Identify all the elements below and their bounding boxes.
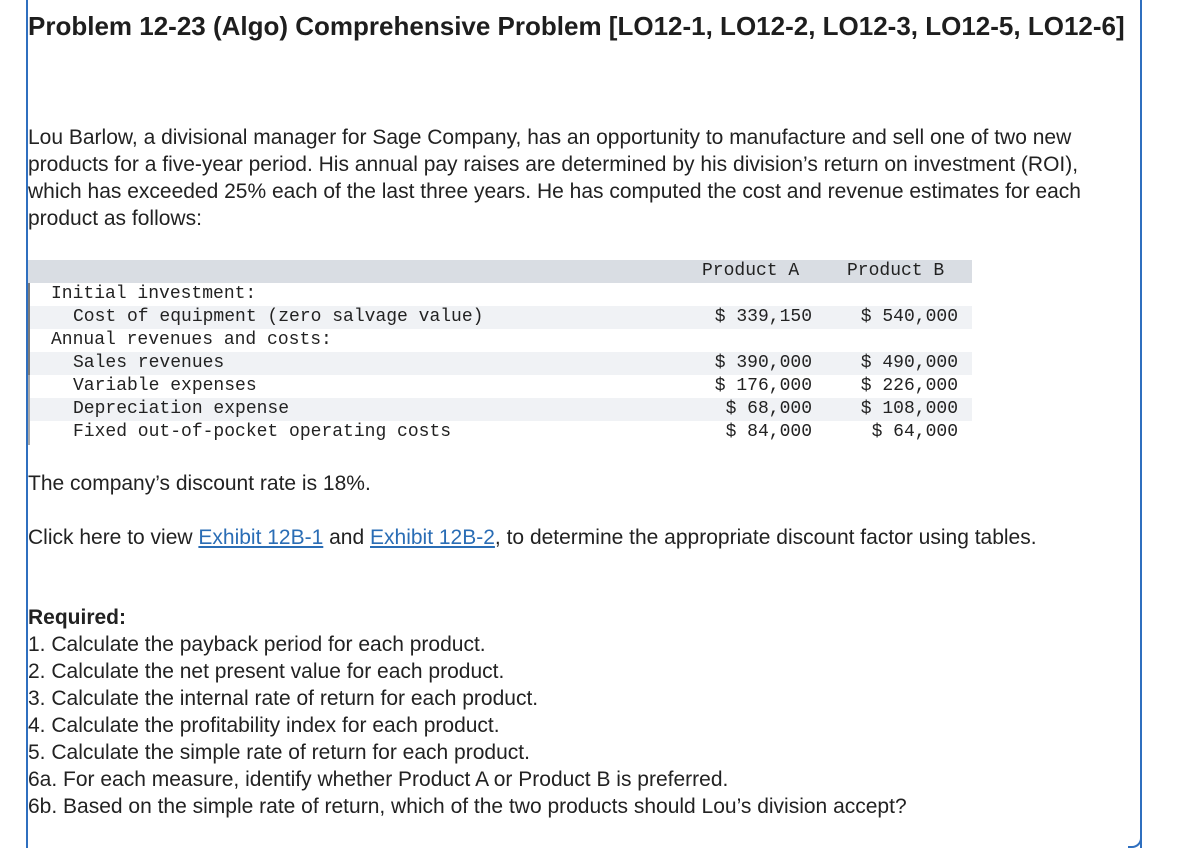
required-item: 2. Calculate the net present value for each product. [28, 660, 505, 683]
required-item: 5. Calculate the simple rate of return for each product. [28, 741, 530, 764]
exhibit-suffix: , to determine the appropriate discount factor using tables. [494, 526, 1037, 549]
row-label: Cost of equipment (zero salvage value) [73, 307, 484, 327]
required-item: 3. Calculate the internal rate of return for each product. [28, 687, 539, 710]
value-product-a: $ 176,000 [714, 376, 812, 396]
section-label-annual: Annual revenues and costs: [51, 330, 332, 350]
value-product-a: $ 84,000 [725, 422, 812, 442]
required-item: 4. Calculate the profitability index for each product. [28, 714, 500, 737]
value-product-b: $ 64,000 [871, 422, 958, 442]
row-label: Fixed out-of-pocket operating costs [73, 422, 452, 442]
discount-rate-text: The company’s discount rate is 18%. [28, 472, 371, 495]
row-label: Depreciation expense [73, 399, 290, 419]
problem-title: Problem 12-23 (Algo) Comprehensive Problem [LO12-1, LO12-2, LO12-3, LO12-5, LO12-6] [28, 11, 1125, 41]
required-item: 6a. For each measure, identify whether Product A or Product B is preferred. [28, 768, 729, 791]
section-indicator-bar [28, 375, 30, 445]
required-heading: Required: [28, 606, 127, 629]
value-product-a: $ 390,000 [714, 353, 812, 373]
required-item: 1. Calculate the payback period for each product. [28, 633, 486, 656]
problem-intro: Lou Barlow, a divisional manager for Sage Company, has an opportunity to manufacture and sell one of two new products for a five-year period. His annual pay raises are determined by his division’s return on investment (ROI), which has exceeded 25% each of the last three years. He has computed the cost and revenue estimates for each product as follows: [28, 126, 1081, 230]
header-product-a: Product A [702, 261, 800, 281]
row-label: Sales revenues [73, 353, 225, 373]
section-indicator-bar [28, 283, 30, 329]
exhibit-instructions [28, 524, 1128, 551]
exhibit-12b-2-link[interactable]: Exhibit 12B-2 [370, 526, 495, 549]
row-label: Variable expenses [73, 376, 257, 396]
value-product-b: $ 540,000 [860, 307, 958, 327]
value-product-b: $ 226,000 [860, 376, 958, 396]
exhibit-and: and [323, 526, 371, 549]
frame-right-border [1140, 0, 1142, 848]
exhibit-prefix: Click here to view [28, 526, 199, 549]
value-product-b: $ 490,000 [860, 353, 958, 373]
value-product-b: $ 108,000 [860, 399, 958, 419]
cost-revenue-table [28, 260, 972, 446]
table-row-sales-revenues [28, 352, 972, 375]
value-product-a: $ 339,150 [714, 307, 812, 327]
header-product-b: Product B [847, 261, 945, 281]
required-list [28, 631, 907, 820]
table-header-row [28, 260, 972, 283]
table-row-annual-section [28, 329, 972, 352]
exhibit-12b-1-link[interactable]: Exhibit 12B-1 [198, 526, 324, 549]
required-item: 6b. Based on the simple rate of return, which of the two products should Lou’s division accept? [28, 795, 907, 818]
section-label-investment: Initial investment: [51, 284, 257, 304]
table-row-initial-investment [28, 283, 972, 306]
table-row-fixed-costs [28, 421, 972, 444]
section-indicator-bar [28, 329, 30, 375]
table-row-depreciation-expense [28, 398, 972, 421]
table-row-variable-expenses [28, 375, 972, 398]
value-product-a: $ 68,000 [725, 399, 812, 419]
table-row-cost-of-equipment [28, 306, 972, 329]
